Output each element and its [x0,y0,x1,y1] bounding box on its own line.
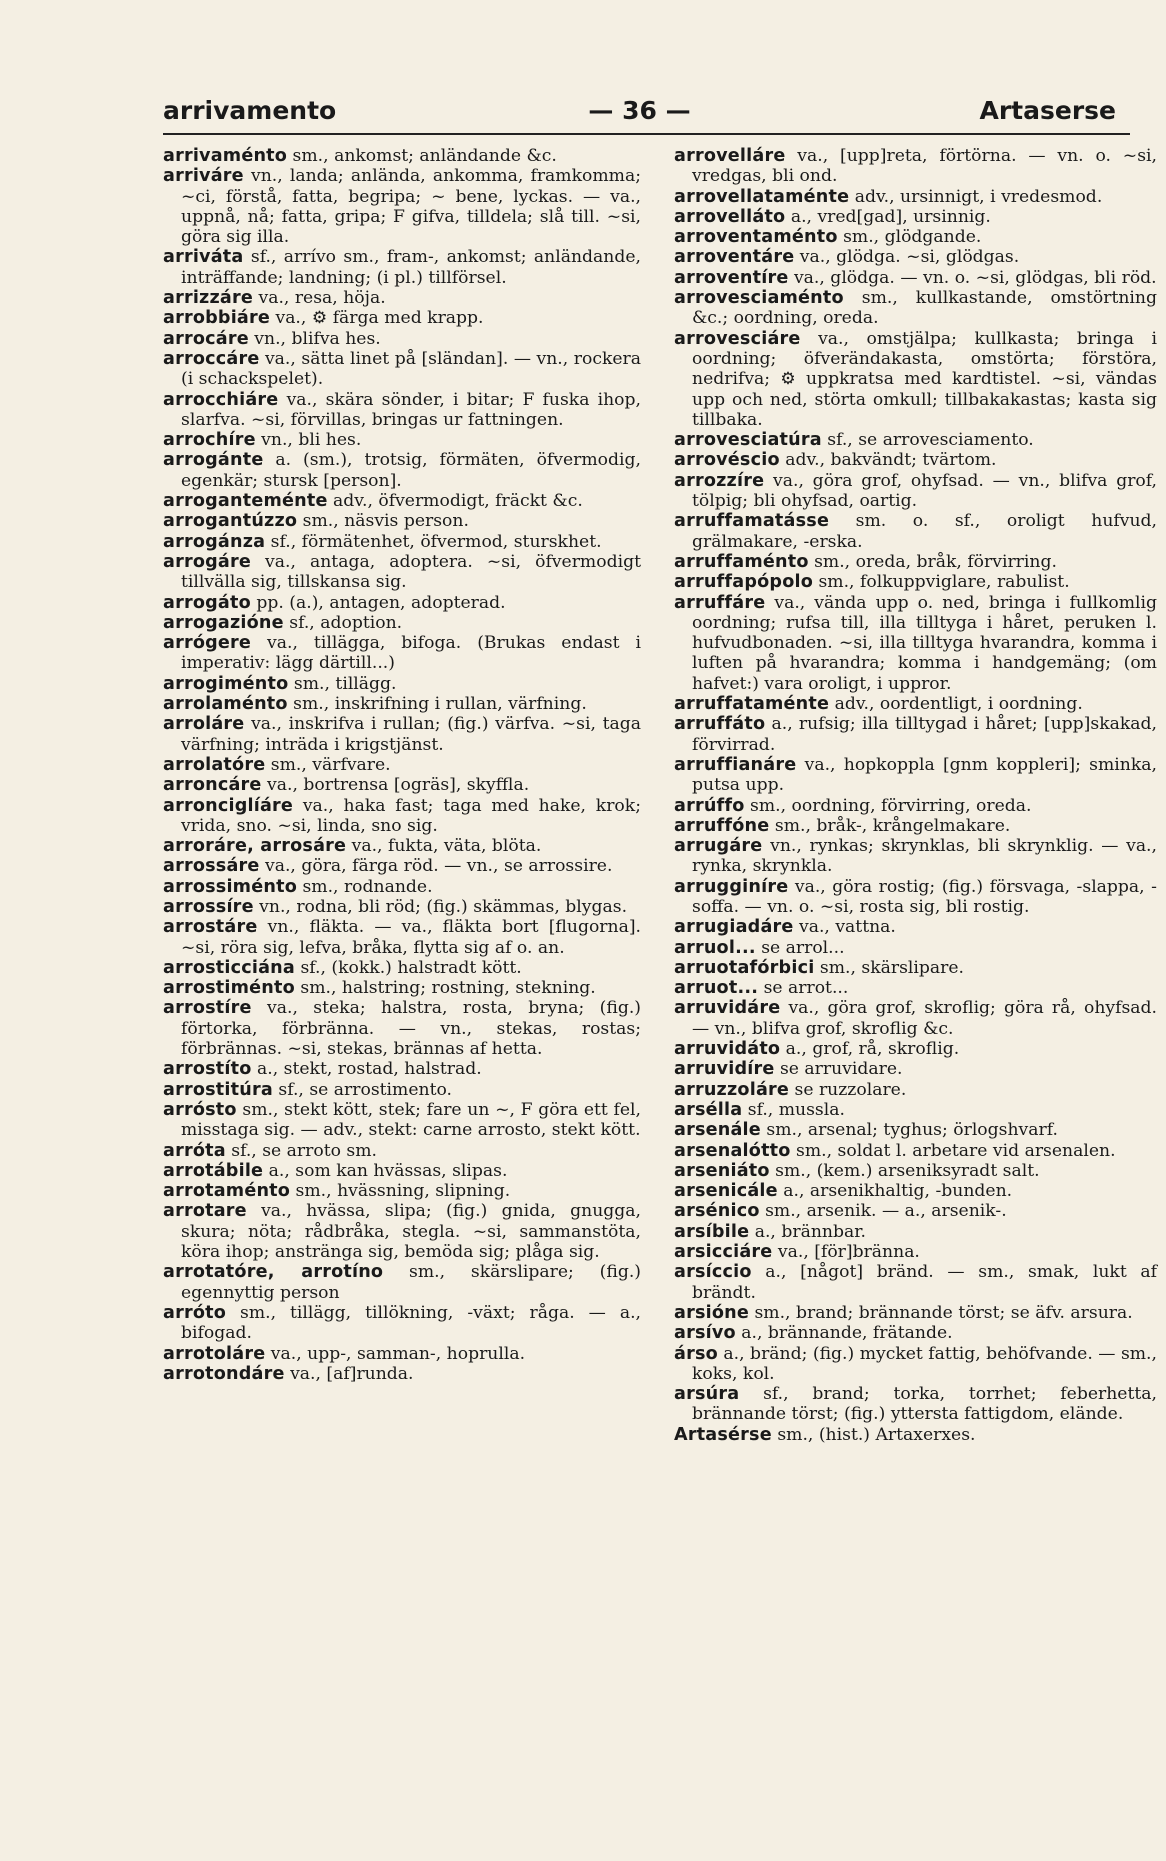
dictionary-entry [674,1100,1157,1120]
entry-definition: a., [något] bränd. — sm., smak, lukt af brändt. [692,1262,1157,1303]
dictionary-entry [674,430,1157,450]
entry-definition: vn., fläkta. — va., fläkta bort [flugorna]. ~si, röra sig, lefva, bråka, flytta sig af o. an. [181,917,641,958]
dictionary-entry [163,166,641,247]
entry-definition: sm., rodnande. [296,876,433,897]
header-first-word: arrivamento [163,96,337,125]
dictionary-entry [163,349,641,390]
entry-definition: se arrol... [755,937,845,958]
dictionary-entry [674,247,1157,267]
entry-definition: vn., bli hes. [255,430,362,451]
dictionary-entry [674,1323,1157,1343]
entry-headword: arrugáre [674,836,763,857]
dictionary-entry [163,308,641,328]
entry-headword: arsicciáre [674,1242,773,1263]
entry-headword: arrossiménto [163,876,297,897]
entry-definition: va., skära sönder, i bitar; F fuska ihop, slarfva. ~si, förvillas, bringas ur fattningen. [181,389,641,430]
entry-headword: arrovesciaménto [674,288,844,309]
entry-definition: va., bortrensa [ogräs], skyffla. [261,775,530,796]
dictionary-entry [163,796,641,837]
entry-definition: a., grof, rå, skroflig. [780,1039,960,1060]
entry-definition: vn., landa; anlända, ankomma, framkomma; ~ci, förstå, fatta, begripa; ~ bene, lyckas. — va., uppnå, nå; fatta, gripa; F gifva, tilldela; slå till. ~si, göra sig illa. [181,166,641,248]
entry-headword: arruffáto [674,714,766,735]
dictionary-entry [163,694,641,714]
entry-headword: arrovéscio [674,450,780,471]
dictionary-entry [163,1303,641,1344]
entry-definition: se arrot... [758,978,849,999]
entry-definition: sf., arrívo sm., fram-, ankomst; anländande, inträffande; landning; (i pl.) tillförsel. [181,247,641,288]
entry-headword: arruvidáre [674,998,781,1019]
dictionary-entry [163,146,641,166]
entry-definition: sm., brand; brännande törst; se äfv. arsura. [749,1302,1133,1323]
dictionary-entry [674,1344,1157,1385]
dictionary-entry [674,836,1157,877]
entry-headword: arrochíre [163,430,256,451]
entry-headword: arsenále [674,1120,761,1141]
entry-definition: a., rufsig; illa tilltygad i håret; [upp]skakad, förvirrad. [692,714,1157,755]
dictionary-entry [674,694,1157,714]
dictionary-entry [163,856,641,876]
entry-definition: a., brännande, frätande. [735,1323,953,1344]
entry-definition: sm., glödgande. [837,227,982,248]
entry-headword: arsívo [674,1323,736,1344]
entry-headword: arruffáre [674,592,766,613]
dictionary-entry [163,511,641,531]
entry-headword: arrolaménto [163,694,288,715]
entry-definition: sf., brand; torka, torrhet; feberhetta, brännande törst; (fig.) yttersta fattigdom, elände. [692,1384,1157,1425]
entry-definition: va., sätta linet på [sländan]. — vn., rockera (i schackspelet). [181,348,641,390]
dictionary-entry [163,674,641,694]
entry-headword: arsióne [674,1302,749,1323]
entry-headword: arrostiménto [163,978,295,999]
entry-definition: sm., näsvis person. [297,511,469,532]
entry-definition: sf., se arrostimento. [272,1079,453,1100]
dictionary-entry [163,1364,641,1384]
dictionary-entry [674,958,1157,978]
dictionary-entry [163,1201,641,1262]
entry-headword: arriváre [163,166,244,187]
entry-headword: arsenalótto [674,1140,791,1161]
dictionary-entry [674,511,1157,552]
entry-definition: sm., tillägg, tillökning, -växt; råga. — a., bifogad. [181,1302,641,1344]
dictionary-entry [674,1120,1157,1140]
entry-definition: va., upp-, samman-, hoprulla. [265,1343,526,1364]
dictionary-entry [163,978,641,998]
entry-definition: sm., halstring; rostning, stekning. [294,978,596,999]
dictionary-entry [674,1303,1157,1323]
entry-headword: arrogáto [163,592,251,613]
entry-headword: arruvidíre [674,1059,775,1080]
dictionary-entry [674,207,1157,227]
dictionary-entry [163,633,641,674]
entry-definition: sm., skärslipare; (fig.) egennyttig person [181,1262,641,1303]
dictionary-entry [163,755,641,775]
dictionary-entry [163,430,641,450]
dictionary-entry [674,593,1157,694]
entry-headword: arriváta [163,247,244,268]
entry-headword: arsúra [674,1384,740,1405]
entry-definition: sf., adoption. [283,612,403,633]
entry-definition: se arruvidare. [774,1059,903,1080]
entry-headword: arrovelláre [674,146,786,166]
page-header [163,96,1116,132]
dictionary-entry [674,1242,1157,1262]
dictionary-entry [674,1161,1157,1181]
dictionary-entry [674,227,1157,247]
entry-definition: sm., värfvare. [265,754,391,775]
dictionary-entry [674,450,1157,470]
entry-definition: va., glödga. — vn. o. ~si, glödgas, bli röd. [788,267,1157,288]
entry-definition: sf., se arroto sm. [225,1140,378,1161]
dictionary-entry [163,917,641,958]
entry-headword: arrovesciáre [674,328,801,349]
entry-headword: arsélla [674,1099,743,1120]
dictionary-entry [163,877,641,897]
entry-definition: se ruzzolare. [789,1079,907,1100]
entry-definition: adv., ursinnigt, i vredesmod. [849,186,1103,207]
dictionary-entry [163,775,641,795]
entry-headword: árso [674,1343,718,1364]
dictionary-entry [674,917,1157,937]
entry-headword: arrivaménto [163,146,288,166]
entry-definition: sm., arsenal; tyghus; örlogshvarf. [760,1120,1058,1141]
entry-definition: sm., oreda, bråk, förvirring. [808,551,1057,572]
entry-definition: a., som kan hvässas, slipas. [263,1160,508,1181]
entry-definition: sm., soldat l. arbetare vid arsenalen. [790,1140,1116,1161]
dictionary-entry [674,796,1157,816]
entry-headword: arrovelláto [674,206,786,227]
entry-headword: arsíccio [674,1262,752,1283]
entry-definition: adv., oordentligt, i oordning. [829,694,1083,715]
entry-definition: va., göra rostig; (fig.) försvaga, -slappa, -soffa. — vn. o. ~si, rosta sig, bli rostig. [692,876,1157,917]
entry-definition: va., inskrifva i rullan; (fig.) värfva. ~si, taga värfning; inträda i krigstjänst. [181,714,641,755]
dictionary-entry [163,613,641,633]
right-column [674,146,1157,1445]
entry-headword: arrizzáre [163,288,254,309]
entry-definition: sf., förmätenhet, öfvermod, sturskhet. [265,531,602,552]
entry-headword: arrovesciatúra [674,430,822,451]
entry-definition: a., arsenikhaltig, -bunden. [777,1181,1013,1202]
entry-definition: sm., folkuppviglare, rabulist. [813,572,1070,593]
entry-headword: arruvidáto [674,1039,781,1060]
dictionary-entry [674,146,1157,187]
dictionary-entry [674,329,1157,430]
entry-definition: va., göra grof, skroflig; göra rå, ohyfsad. — vn., blifva grof, skroflig &c. [692,998,1157,1039]
entry-headword: arrostíto [163,1059,252,1080]
entry-definition: sm., tillägg. [288,673,397,694]
dictionary-entry [674,187,1157,207]
dictionary-entry [674,998,1157,1039]
entry-definition: a., brännbar. [749,1221,866,1242]
entry-definition: va., antaga, adoptera. ~si, öfvermodigt tillvälla sig, tillskansa sig. [181,551,641,593]
entry-definition: va., göra grof, ohyfsad. — vn., blifva grof, tölpig; bli ohyfsad, oartig. [692,470,1157,512]
dictionary-entry [674,1080,1157,1100]
dictionary-entry [163,1161,641,1181]
entry-definition: sm., (hist.) Artaxerxes. [771,1424,976,1445]
entry-definition: sf., mussla. [742,1099,845,1120]
entry-headword: arrósto [163,1099,237,1120]
dictionary-entry [674,1222,1157,1242]
header-last-word: Artaserse [979,96,1116,125]
entry-headword: arroláre [163,714,245,735]
entry-definition: a., stekt, rostad, halstrad. [251,1059,482,1080]
entry-headword: arrogánte [163,450,264,471]
entry-headword: arrogazióne [163,612,284,633]
dictionary-entry [163,1059,641,1079]
entry-definition: va., ⚙ färga med krapp. [270,308,484,329]
entry-headword: arsénico [674,1201,760,1222]
dictionary-entry [163,1100,641,1141]
entry-definition: va., [för]bränna. [772,1242,920,1263]
entry-headword: arsíbile [674,1221,750,1242]
entry-definition: va., vända upp o. ned, bringa i fullkomlig oordning; rufsa till, illa tilltyga i håret, peruken l. hufvudbonaden. ~si, illa tilltyga hvarandra, komma i luften på hvarandra; komma i handgemäng; (om hafvet:) vara oroligt, i uppror. [692,592,1157,694]
entry-definition: va., fukta, väta, blöta. [346,836,542,857]
entry-headword: arroccáre [163,348,260,369]
dictionary-entry [674,978,1157,998]
dictionary-entry [163,836,641,856]
entry-definition: sm., skärslipare. [814,957,965,978]
entry-headword: arrotondáre [163,1363,285,1384]
dictionary-entry [674,877,1157,918]
page-number: — 36 — [588,96,691,125]
entry-headword: arruffataménte [674,694,830,715]
entry-definition: sm., ankomst; anländande &c. [287,146,557,166]
entry-headword: arrosticciána [163,957,295,978]
entry-headword: arrugiadáre [674,917,794,938]
entry-headword: arrozzíre [674,470,765,491]
dictionary-entry [674,755,1157,796]
entry-definition: vn., rynkas; skrynklas, bli skrynklig. — va., rynka, skrynkla. [692,836,1157,877]
entry-headword: arruffianáre [674,754,797,775]
entry-definition: va., [upp]reta, förtörna. — vn. o. ~si, vredgas, bli ond. [692,146,1157,187]
dictionary-entry [163,1181,641,1201]
entry-headword: arroventíre [674,267,789,288]
left-column [163,146,641,1384]
entry-headword: arrossáre [163,856,260,877]
dictionary-entry [674,816,1157,836]
entry-headword: arrotare [163,1201,247,1222]
entry-definition: sm., stekt kött, stek; fare un ~, F göra ett fel, misstaga sig. — adv., stekt: carne arrosto, stekt kött. [181,1099,641,1141]
dictionary-entry [674,1059,1157,1079]
dictionary-entry [674,1425,1157,1445]
dictionary-entry [163,998,641,1059]
entry-definition: va., vattna. [793,917,896,938]
entry-definition: pp. (a.), antagen, adopterad. [250,592,506,613]
entry-definition: a., bränd; (fig.) mycket fattig, behöfvande. — sm., koks, kol. [692,1343,1157,1384]
dictionary-entry [674,714,1157,755]
dictionary-entry [674,1201,1157,1221]
entry-definition: va., hvässa, slipa; (fig.) gnida, gnugga, skura; nöta; rådbråka, stegla. ~si, sammanstöta, köra ihop; anstränga sig, bemöda sig; plåga sig. [181,1201,641,1263]
entry-headword: arrotoláre [163,1343,266,1364]
entry-headword: arrogiménto [163,673,289,694]
entry-definition: va., göra, färga röd. — vn., se arrossire. [259,856,613,877]
entry-headword: Artasérse [674,1424,772,1445]
entry-headword: arruffaménto [674,551,809,572]
entry-headword: arroráre, arrosáre [163,836,347,857]
dictionary-entry [674,471,1157,512]
entry-headword: arroventaménto [674,227,838,248]
entry-headword: arróta [163,1140,226,1161]
dictionary-entry [163,552,641,593]
entry-headword: arruffamatásse [674,511,830,532]
dictionary-entry [674,1262,1157,1303]
dictionary-entry [163,958,641,978]
entry-definition: sm., oordning, förvirring, oreda. [744,795,1032,816]
entry-definition: sm. o. sf., oroligt hufvud, grälmakare, -erska. [692,511,1157,552]
header-rule [163,133,1130,135]
entry-definition: sf., (kokk.) halstradt kött. [295,957,522,978]
dictionary-entry [674,1039,1157,1059]
entry-headword: arruol... [674,937,756,958]
entry-headword: arruot... [674,978,759,999]
entry-definition: sm., hvässning, slipning. [290,1181,511,1202]
dictionary-entry [674,938,1157,958]
dictionary-entry [163,532,641,552]
entry-headword: arrogánza [163,531,266,552]
entry-definition: sm., inskrifning i rullan, värfning. [287,694,587,715]
entry-headword: arrocáre [163,328,249,349]
dictionary-entry [163,491,641,511]
entry-headword: arrovellataménte [674,186,850,207]
entry-headword: arrostáre [163,917,258,938]
entry-headword: arseniáto [674,1160,770,1181]
entry-headword: arrogantúzzo [163,511,298,532]
entry-headword: arrógere [163,633,252,654]
entry-headword: arsenicále [674,1181,778,1202]
dictionary-entry [163,288,641,308]
entry-definition: a., vred[gad], ursinnig. [785,206,991,227]
entry-definition: vn., rodna, bli röd; (fig.) skämmas, blygas. [253,896,628,917]
dictionary-entry [163,390,641,431]
entry-definition: a. (sm.), trotsig, förmäten, öfvermodig, egenkär; stursk [person]. [181,450,641,491]
entry-headword: arrotatóre, arrotíno [163,1262,384,1283]
entry-headword: arruffapópolo [674,572,814,593]
entry-headword: arrobbiáre [163,308,271,329]
entry-definition: va., hopkoppla [gnm koppleri]; sminka, putsa upp. [692,754,1157,796]
entry-definition: adv., öfvermodigt, fräckt &c. [327,491,583,512]
dictionary-entry [163,897,641,917]
dictionary-entry [674,552,1157,572]
dictionary-entry [163,593,641,613]
entry-definition: va., steka; halstra, rosta, bryna; (fig.) förtorka, förbränna. — vn., stekas, rostas; förbrännas. ~si, stekas, brännas af hetta. [181,998,641,1060]
entry-headword: arrolatóre [163,754,266,775]
entry-definition: vn., blifva hes. [248,328,381,349]
entry-headword: arrogáre [163,551,251,572]
entry-definition: va., glödga. ~si, glödgas. [794,247,1020,268]
entry-headword: arróto [163,1302,227,1323]
entry-headword: arroventáre [674,247,795,268]
entry-headword: arrotaménto [163,1181,291,1202]
entry-headword: arroncáre [163,775,262,796]
dictionary-entry [674,268,1157,288]
entry-headword: arruzzoláre [674,1079,790,1100]
dictionary-entry [674,288,1157,329]
entry-definition: sf., se arrovesciamento. [821,430,1034,451]
dictionary-entry [674,1384,1157,1425]
entry-headword: arrostíre [163,998,252,1019]
entry-definition: sm., kullkastande, omstörtning &c.; oordning, oreda. [692,288,1157,329]
dictionary-entry [163,1262,641,1303]
entry-definition: va., resa, höja. [253,288,386,309]
entry-headword: arrotábile [163,1160,264,1181]
entry-definition: va., omstjälpa; kullkasta; bringa i oordning; öfverändakasta, omstörta; förstöra, nedrifva; ⚙ uppkratsa med kardtistel. ~si, vändas upp och ned, störta omkull; tillbakakastas; kasta sig tillbaka. [692,328,1157,430]
entry-definition: va., haka fast; taga med hake, krok; vrida, sno. ~si, linda, sno sig. [181,795,641,836]
dictionary-entry [163,1080,641,1100]
dictionary-entry [163,714,641,755]
entry-headword: arrostitúra [163,1079,273,1100]
dictionary-entry [163,1141,641,1161]
dictionary-entry [674,1141,1157,1161]
dictionary-entry [163,1344,641,1364]
entry-headword: arrossíre [163,896,254,917]
entry-headword: arrocchiáre [163,389,279,410]
dictionary-entry [674,1181,1157,1201]
entry-headword: arruffóne [674,815,770,836]
entry-definition: va., tillägga, bifoga. (Brukas endast i imperativ: lägg därtill...) [181,633,641,674]
entry-definition: va., [af]runda. [284,1363,414,1384]
dictionary-entry [163,329,641,349]
dictionary-entry [163,247,641,288]
entry-headword: arrugginíre [674,876,789,897]
entry-headword: arrúffo [674,795,745,816]
entry-definition: sm., bråk-, krångelmakare. [769,815,1011,836]
entry-headword: arroganteménte [163,491,328,512]
dictionary-entry [163,450,641,491]
entry-definition: sm., (kem.) arseniksyradt salt. [769,1160,1040,1181]
entry-definition: adv., bakvändt; tvärtom. [779,450,997,471]
entry-definition: sm., arsenik. — a., arsenik-. [759,1201,1007,1222]
dictionary-entry [674,572,1157,592]
entry-headword: arruotafórbici [674,957,815,978]
entry-headword: arronciglíáre [163,795,294,816]
